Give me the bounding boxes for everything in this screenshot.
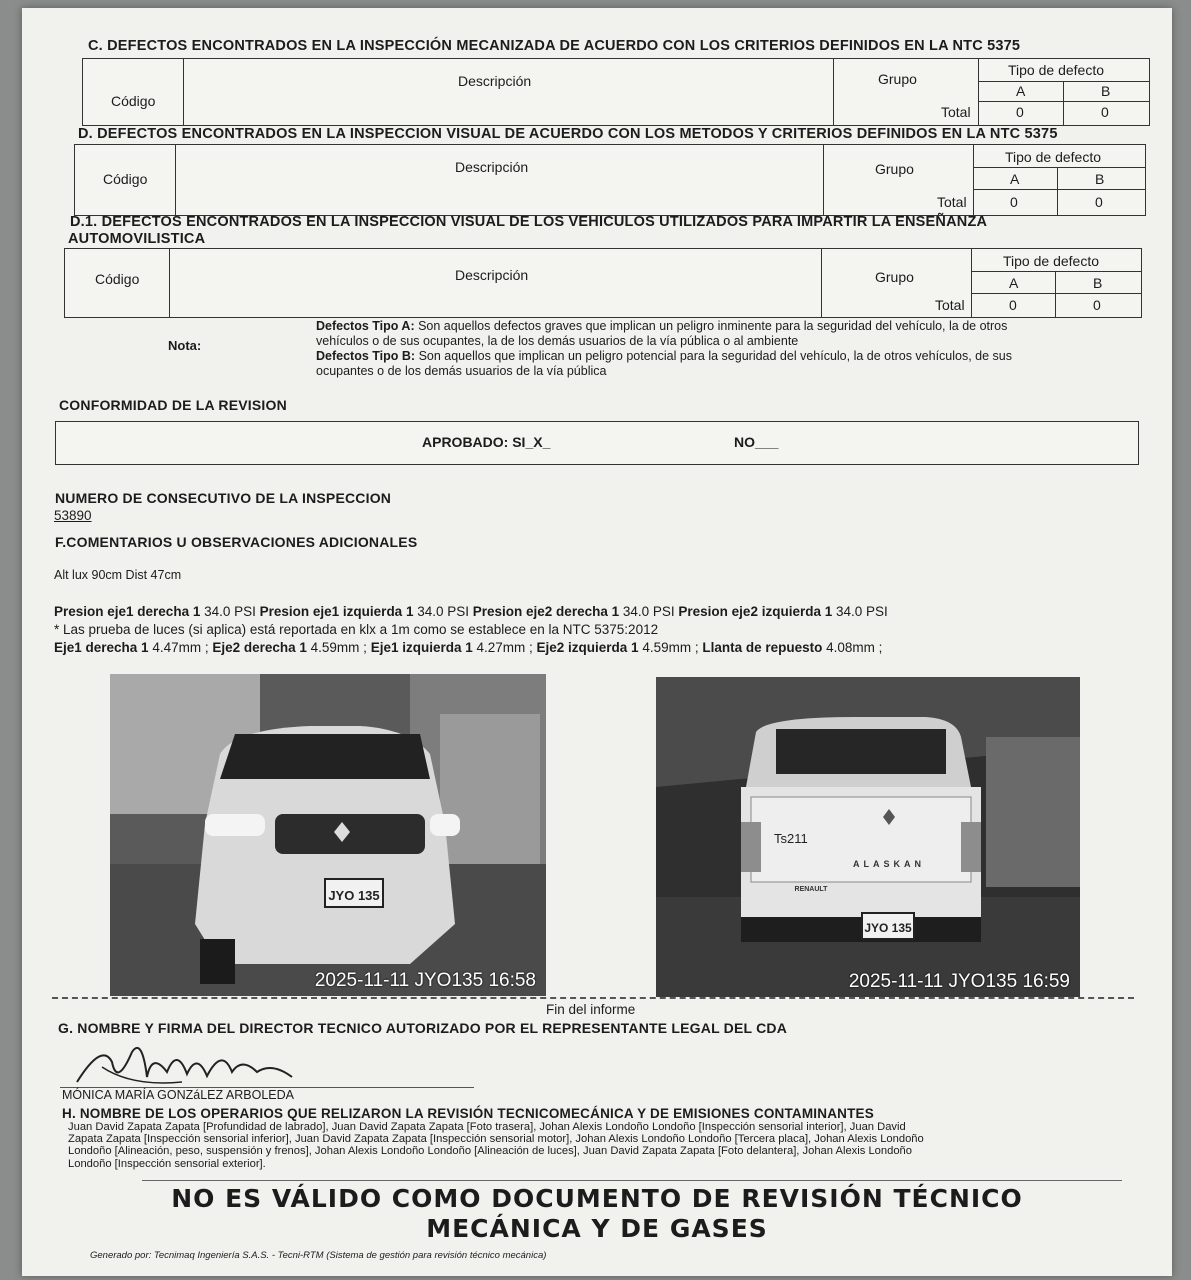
presion-value: 34.0 PSI	[619, 604, 679, 619]
document-page	[22, 8, 1172, 1276]
aprobado-no: NO___	[734, 434, 779, 450]
presion-label: Presion eje1 derecha 1	[54, 604, 201, 619]
rear-maker: RENAULT	[794, 886, 828, 893]
grupo-header: Grupo	[875, 269, 914, 285]
consecutivo-value: 53890	[54, 508, 92, 523]
director-signature	[72, 1032, 312, 1092]
tipo-a-label: Defectos Tipo A:	[316, 319, 415, 333]
operarios-line: Londoño [Inspección sensorial exterior].	[68, 1157, 266, 1170]
presion-line	[54, 604, 888, 619]
total-b-value: 0	[1095, 194, 1103, 210]
section-c-title: C. DEFECTOS ENCONTRADOS EN LA INSPECCIÓN MECANIZADA DE ACUERDO CON LOS CRITERIOS DEFINIDOS EN LA NTC 5375	[88, 38, 1021, 54]
footer-generated-by: Generado por: Tecnimaq Ingeniería S.A.S. - Tecni-RTM (Sistema de gestión para revisión técnico mecánica)	[90, 1250, 547, 1261]
front-vehicle-photo	[110, 674, 546, 996]
director-name: MÓNICA MARÍA GONZáLEZ ARBOLEDA	[62, 1088, 295, 1102]
tipo-a-text-1: Son aquellos defectos graves que implican un peligro inminente para la seguridad del vehículo, la de otros	[414, 319, 1008, 333]
col-b: B	[1095, 171, 1105, 187]
tipo-b-label: Defectos Tipo B:	[316, 349, 416, 363]
front-vehicle-image	[110, 674, 546, 996]
section-g-title: G. NOMBRE Y FIRMA DEL DIRECTOR TECNICO AUTORIZADO POR EL REPRESENTANTE LEGAL DEL CDA	[58, 1020, 788, 1036]
total-a-value: 0	[1010, 194, 1018, 210]
total-label: Total	[941, 104, 971, 120]
presion-value: 34.0 PSI	[200, 604, 260, 619]
profundidad-label: Eje1 izquierda 1	[370, 640, 473, 655]
descripcion-header: Descripción	[455, 159, 529, 175]
section-d-title: D. DEFECTOS ENCONTRADOS EN LA INSPECCION VISUAL DE ACUERDO CON LOS METODOS Y CRITERIOS DEFINIDOS EN LA NTC 5375	[78, 126, 1058, 142]
warning-line-1: NO ES VÁLIDO COMO DOCUMENTO DE REVISIÓN TÉCNICO	[171, 1184, 1023, 1213]
rear-vehicle-image	[656, 677, 1080, 997]
col-a: A	[1010, 171, 1020, 187]
total-b-value: 0	[1101, 104, 1109, 120]
operarios-line: Londoño [Alineación, peso, suspensión y frenos], Johan Alexis Londoño Londoño [Alineación de luces], Juan David Zapata Zapata [Foto delantera], Johan Alexis Londoño	[68, 1145, 912, 1158]
nota-label: Nota:	[168, 338, 202, 353]
codigo-header: Código	[111, 93, 156, 109]
warning-line-2: MECÁNICA Y DE GASES	[426, 1214, 768, 1243]
total-label: Total	[937, 194, 967, 210]
profundidad-value: 4.59mm ;	[638, 640, 703, 655]
tipo-defecto-header: Tipo de defecto	[1008, 62, 1104, 78]
nota-text	[316, 319, 1116, 379]
profundidad-label: Llanta de repuesto	[702, 640, 823, 655]
conformidad-title: CONFORMIDAD DE LA REVISION	[59, 397, 287, 413]
rear-vehicle-photo	[656, 677, 1080, 997]
rear-tag: Ts211	[774, 831, 808, 846]
profundidad-value: 4.59mm ;	[306, 640, 371, 655]
tipo-b-text-1: Son aquellos que implican un peligro potencial para la seguridad del vehículo, la de otros vehículos, de sus	[415, 349, 1012, 363]
profundidad-value: 4.08mm ;	[822, 640, 883, 655]
rear-brand: ALASKAN	[853, 859, 925, 869]
luces-note: * Las prueba de luces (si aplica) está reportada en klx a 1m como se establece en la NTC 5375:2012	[54, 622, 659, 637]
col-a: A	[1016, 83, 1026, 99]
comentarios-title: F.COMENTARIOS U OBSERVACIONES ADICIONALES	[55, 534, 418, 550]
aprobado-si: APROBADO: SI_X_	[422, 434, 551, 450]
fin-del-informe: Fin del informe	[546, 1002, 636, 1017]
total-a-value: 0	[1009, 297, 1017, 313]
grupo-header: Grupo	[875, 161, 914, 177]
section-h-title: H. NOMBRE DE LOS OPERARIOS QUE RELIZARON LA REVISIÓN TECNICOMECÁNICA Y DE EMISIONES CONTAMINANTES	[62, 1106, 874, 1121]
profundidad-value: 4.27mm ;	[472, 640, 537, 655]
section-d-table	[74, 144, 1146, 216]
conformidad-box	[55, 421, 1139, 465]
tipo-defecto-header: Tipo de defecto	[1005, 149, 1101, 165]
codigo-header: Código	[95, 271, 140, 287]
section-d1-table	[64, 248, 1142, 318]
divider	[142, 1180, 1122, 1181]
tipo-b-text-2: ocupantes o de los demás usuarios de la vía pública	[316, 364, 607, 378]
presion-label: Presion eje2 izquierda 1	[678, 604, 833, 619]
rear-photo-timestamp: 2025-11-11 JYO135 16:59	[848, 971, 1070, 992]
alt-lux-text: Alt lux 90cm Dist 47cm	[54, 568, 182, 582]
presion-value: 34.0 PSI	[832, 604, 888, 619]
total-a-value: 0	[1016, 104, 1024, 120]
presion-label: Presion eje2 derecha 1	[472, 604, 620, 619]
col-a: A	[1009, 275, 1019, 291]
operarios-list	[68, 1121, 924, 1170]
col-b: B	[1101, 83, 1111, 99]
operarios-line: Juan David Zapata Zapata [Profundidad de labrado], Juan David Zapata Zapata [Foto trasera], Johan Alexis Londoño Londoño [Inspección sensorial interior], Juan David	[68, 1121, 906, 1133]
profundidad-value: 4.47mm ;	[148, 640, 213, 655]
section-d1-title-line1: D.1. DEFECTOS ENCONTRADOS EN LA INSPECCION VISUAL DE LOS VEHICULOS UTILIZADOS PARA IMPARTIR LA ENSEÑANZA	[70, 214, 988, 230]
tipo-a-text-2: vehículos o de sus ocupantes, la de los demás usuarios de la vía pública o al ambiente	[316, 334, 799, 348]
front-plate: JYO 135	[328, 888, 380, 903]
total-b-value: 0	[1093, 297, 1101, 313]
profundidad-line	[54, 640, 882, 655]
col-b: B	[1093, 275, 1103, 291]
consecutivo-label: NUMERO DE CONSECUTIVO DE LA INSPECCION	[55, 490, 392, 506]
grupo-header: Grupo	[878, 71, 917, 87]
presion-label: Presion eje1 izquierda 1	[259, 604, 414, 619]
operarios-line: Zapata Zapata [Inspección sensorial inferior], Juan David Zapata Zapata [Inspección sensorial motor], Johan Alexis Londoño Londoño [Tercera placa], Johan Alexis Londoño	[68, 1133, 924, 1146]
presion-value: 34.0 PSI	[413, 604, 473, 619]
descripcion-header: Descripción	[458, 73, 532, 89]
rear-plate: JYO 135	[864, 921, 912, 935]
divider	[52, 997, 1134, 999]
codigo-header: Código	[103, 171, 148, 187]
profundidad-label: Eje2 derecha 1	[212, 640, 307, 655]
total-label: Total	[935, 297, 965, 313]
section-c-table	[82, 58, 1150, 126]
front-photo-timestamp: 2025-11-11 JYO135 16:58	[314, 970, 536, 991]
tipo-defecto-header: Tipo de defecto	[1003, 253, 1099, 269]
profundidad-label: Eje2 izquierda 1	[536, 640, 639, 655]
descripcion-header: Descripción	[455, 267, 529, 283]
profundidad-label: Eje1 derecha 1	[54, 640, 149, 655]
section-d1-title-line2: AUTOMOVILISTICA	[68, 231, 206, 247]
